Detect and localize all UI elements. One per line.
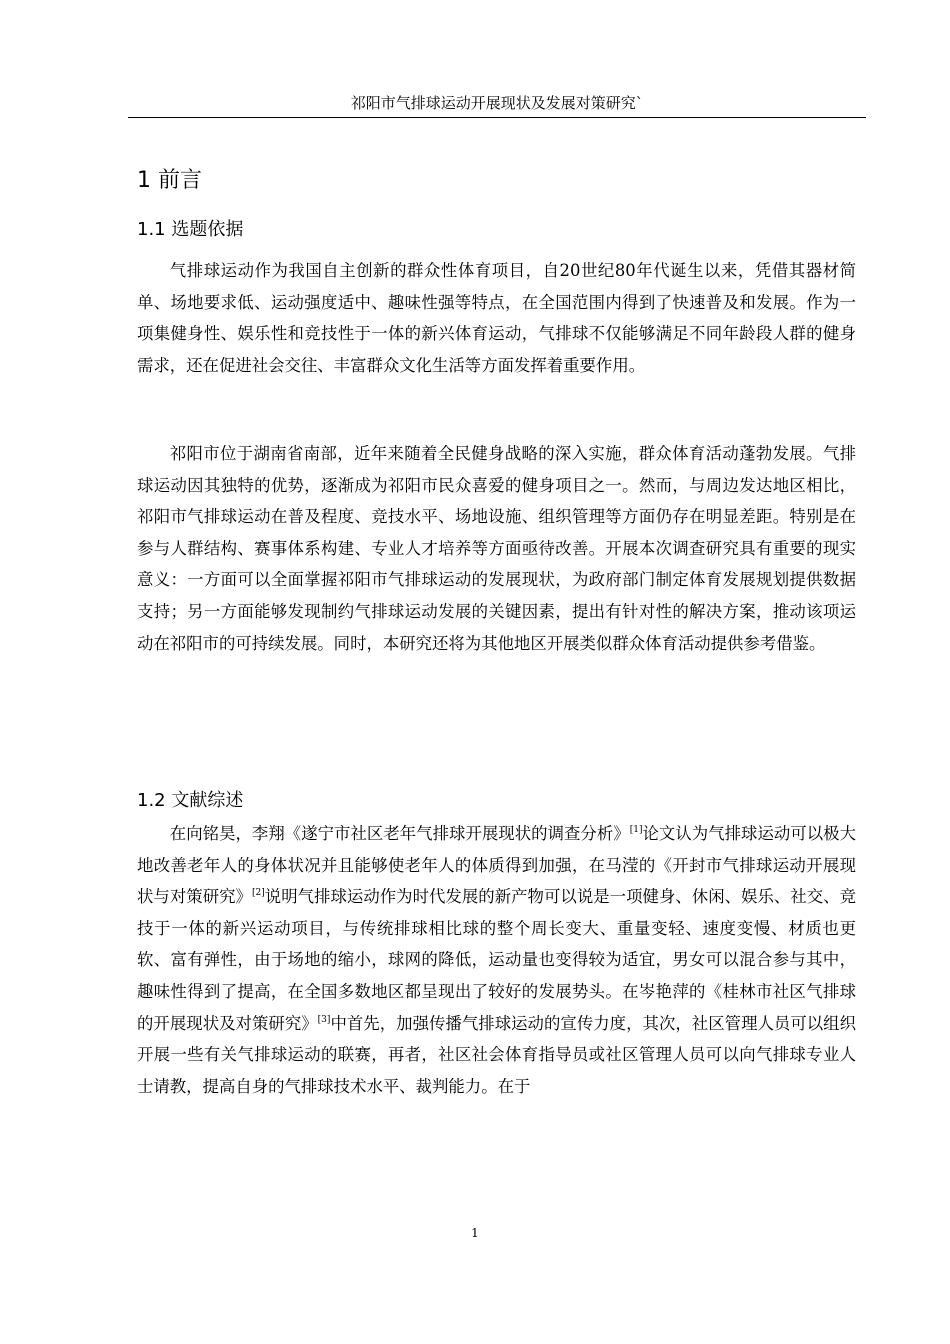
paragraph-text: 中首先，加强传播气排球运动的宣传力度，其次，社区管理人员可以组织开展一些有关气排球运动的联赛，再者，社区社会体育指导员或社区管理人员可以向气排球专业人士请教，提高自身的气排球技术水平、裁判能力。在于 xyxy=(137,1013,856,1096)
running-header-title: 祁阳市气排球运动开展现状及发展对策研究` xyxy=(350,94,644,112)
body-paragraph: 祁阳市位于湖南省南部，近年来随着全民健身战略的深入实施，群众体育活动蓬勃发展。气排球运动因其独特的优势，逐渐成为祁阳市民众喜爱的健身项目之一。然而，与周边发达地区相比，祁阳市气排球运动在普及程度、竞技水平、场地设施、组织管理等方面仍存在明显差距。特别是在参与人群结构、赛事体系构建、专业人才培养等方面亟待改善。开展本次调查研究具有重要的现实意义：一方面可以全面掌握祁阳市气排球运动的发展现状，为政府部门制定体育发展规划提供数据支持；另一方面能够发现制约气排球运动发展的关键因素，提出有针对性的解决方案，推动该项运动在祁阳市的可持续发展。同时，本研究还将为其他地区开展类似群众体育活动提供参考借鉴。 xyxy=(137,444,856,653)
subsection-heading-literature-review: 1.2 文献综述 xyxy=(137,790,244,811)
literature-review-paragraph xyxy=(137,818,856,1198)
paragraph-text: 论文认为气排球运动可以极大地改善老年人的身体状况并且能够使老年人的体质得到加强，在马滢的《开封市气排球运动开展现状与对策研究》 xyxy=(137,824,856,907)
header-divider xyxy=(128,117,866,118)
citation-marker: [1] xyxy=(629,825,643,835)
page-number: 1 xyxy=(471,1226,479,1240)
body-paragraph: 气排球运动作为我国自主创新的群众性体育项目，自20世纪80年代诞生以来，凭借其器材简单、场地要求低、运动强度适中、趣味性强等特点，在全国范围内得到了快速普及和发展。作为一项集健身性、娱乐性和竞技性于一体的新兴体育运动，气排球不仅能够满足不同年龄段人群的健身需求，还在促进社会交往、丰富群众文化生活等方面发挥着重要作用。 xyxy=(137,261,856,375)
paragraph-text: 在向铭昊，李翔《遂宁市社区老年气排球开展现状的调查分析》 xyxy=(169,824,630,843)
citation-marker: [3] xyxy=(317,1014,331,1025)
paragraph-text: 说明气排球运动作为时代发展的新产物可以说是一项健身、休闲、娱乐、社交、竞技于一体的新兴运动项目，与传统排球相比球的整个周长变大、重量变轻、速度变慢、材质也更软、富有弹性，由于场地的缩小，球网的降低，运动量也变得较为适宜，男女可以混合参与其中，趣味性得到了提高，在全国多数地区都呈现出了较好的发展势头。在岑艳萍的《桂林市社区气排球的开展现状及对策研究》 xyxy=(137,887,856,1033)
section-heading-preface: 1 前言 xyxy=(137,168,202,193)
subsection-heading-topic-basis: 1.1 选题依据 xyxy=(137,219,244,240)
citation-marker: [2] xyxy=(251,888,265,899)
